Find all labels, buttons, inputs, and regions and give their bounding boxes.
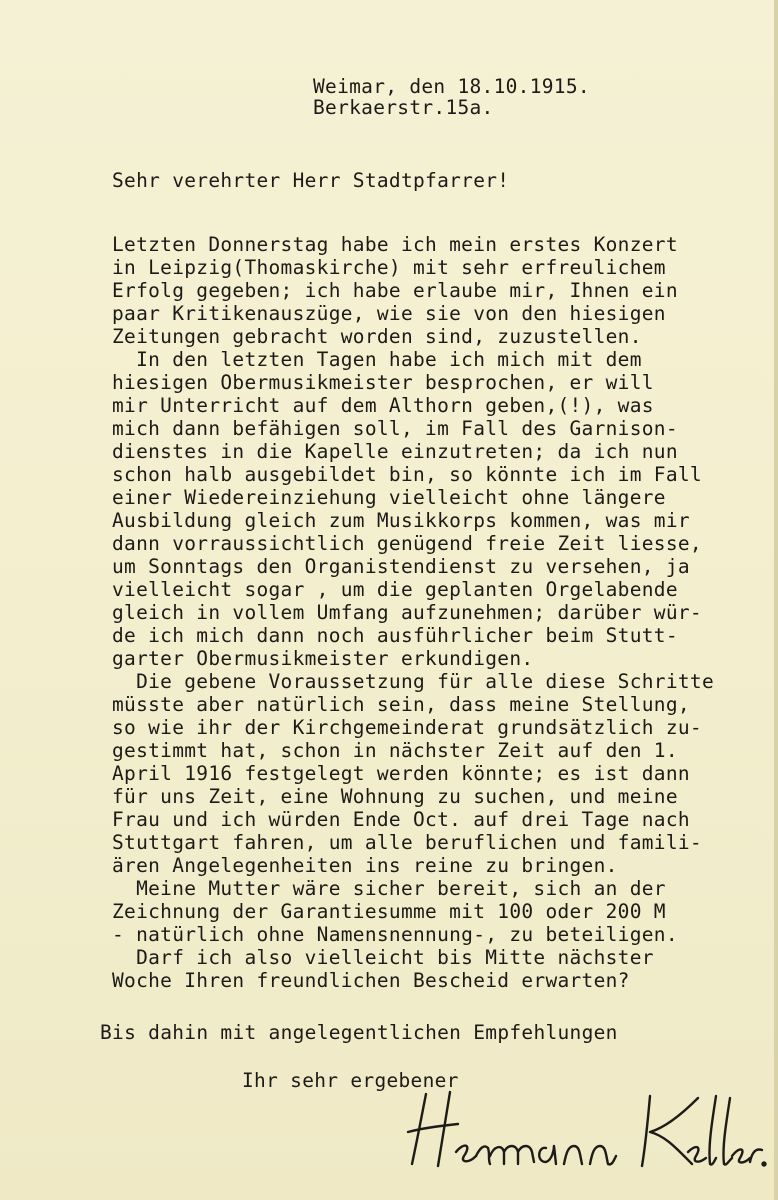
body-line: Woche Ihren freundlichen Bescheid erwarten? xyxy=(112,969,630,992)
body-line: de ich mich dann noch ausführlicher beim Stutt- xyxy=(112,624,678,647)
handwritten-signature xyxy=(398,1086,768,1176)
body-line: - natürlich ohne Namensnennung-, zu beteiligen. xyxy=(112,923,678,946)
body-line: In den letzten Tagen habe ich mich mit dem xyxy=(112,348,642,371)
body-line: garter Obermusikmeister erkundigen. xyxy=(112,647,534,670)
body-line: hiesigen Obermusikmeister besprochen, er will xyxy=(112,371,654,394)
body-line: gestimmt hat, schon in nächster Zeit auf den 1. xyxy=(112,739,678,762)
body-line: dann vorraussichtlich genügend freie Zeit liesse, xyxy=(112,532,702,555)
body-line: Zeichnung der Garantiesumme mit 100 oder 200 M xyxy=(112,900,666,923)
body-line: Frau und ich würden Ende Oct. auf drei Tage nach xyxy=(112,808,690,831)
body-line: schon halb ausgebildet bin, so könnte ich im Fall xyxy=(112,463,702,486)
body-line: Meine Mutter wäre sicher bereit, sich an der xyxy=(112,877,666,900)
body-line: April 1916 festgelegt werden könnte; es ist dann xyxy=(112,762,690,785)
body-line: mir Unterricht auf dem Althorn geben,(!), was xyxy=(112,394,654,417)
body-line: müsste aber natürlich sein, dass meine Stellung, xyxy=(112,693,690,716)
body-line: für uns Zeit, eine Wohnung zu suchen, und meine xyxy=(112,785,678,808)
closing-line: Bis dahin mit angelegentlichen Empfehlungen xyxy=(100,1021,618,1044)
salutation: Sehr verehrter Herr Stadtpfarrer! xyxy=(112,169,510,192)
body-line: Zeitungen gebracht worden sind, zuzustellen. xyxy=(112,325,642,348)
body-line: mich dann befähigen soll, im Fall des Garnison- xyxy=(112,417,678,440)
body-line: gleich in vollem Umfang aufzunehmen; darüber wür- xyxy=(112,601,702,624)
date-line: Weimar, den 18.10.1915. xyxy=(313,75,590,98)
body-line: um Sonntags den Organistendienst zu versehen, ja xyxy=(112,555,690,578)
body-line: in Leipzig(Thomaskirche) mit sehr erfreulichem xyxy=(112,256,666,279)
body-line: Letzten Donnerstag habe ich mein erstes Konzert xyxy=(112,233,678,256)
signoff-line: Ihr sehr ergebener xyxy=(242,1069,459,1092)
body-line: paar Kritikenauszüge, wie sie von den hiesigen xyxy=(112,302,666,325)
address-line: Berkaerstr.15a. xyxy=(313,96,494,119)
body-line: dienstes in die Kapelle einzutreten; da ich nun xyxy=(112,440,678,463)
body-line: Ausbildung gleich zum Musikkorps kommen, was mir xyxy=(112,509,690,532)
body-line: vielleicht sogar , um die geplanten Orgelabende xyxy=(112,578,678,601)
body-line: so wie ihr der Kirchgemeinderat grundsätzlich zu- xyxy=(112,716,702,739)
paper-edge xyxy=(774,0,778,1200)
body-line: einer Wiedereinziehung vielleicht ohne längere xyxy=(112,486,666,509)
body-line: Die gebene Voraussetzung für alle diese Schritte xyxy=(112,670,714,693)
body-line: Darf ich also vielleicht bis Mitte nächster xyxy=(112,946,654,969)
body-line: Erfolg gegeben; ich habe erlaube mir, Ihnen ein xyxy=(112,279,678,302)
body-line: Stuttgart fahren, um alle beruflichen und famili- xyxy=(112,831,702,854)
body-line: ären Angelegenheiten ins reine zu bringen. xyxy=(112,854,618,877)
signature-drawing xyxy=(398,1086,768,1176)
